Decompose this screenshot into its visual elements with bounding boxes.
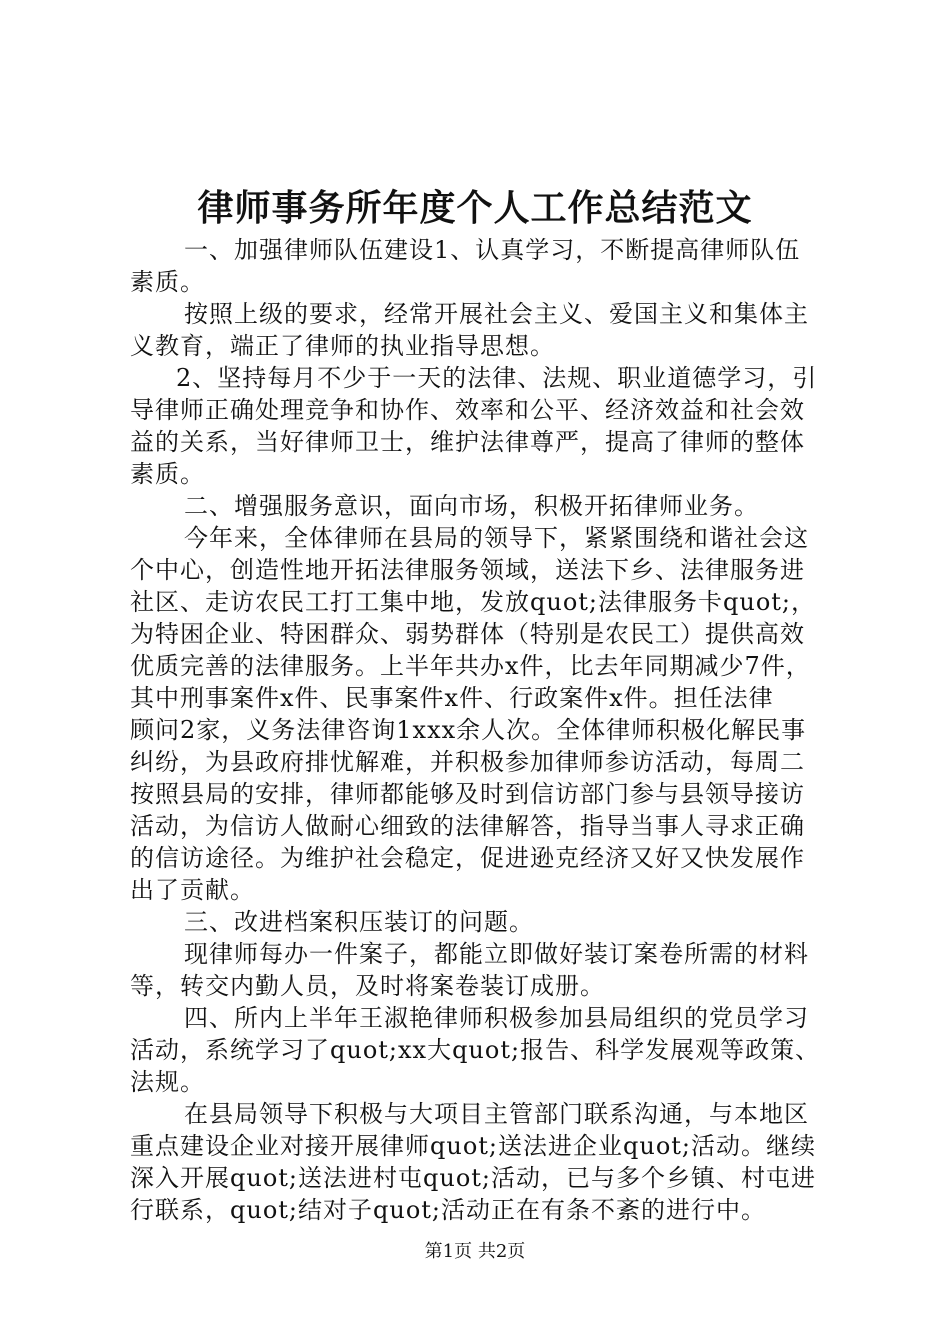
text-line: 重点建设企业对接开展律师quot;送法进企业quot;活动。继续 xyxy=(130,1132,816,1160)
text-line: 活动，为信访人做耐心细致的法律解答，指导当事人寻求正确 xyxy=(130,812,805,840)
text-line: 出了贡献。 xyxy=(130,876,255,904)
text-line: 一、加强律师队伍建设1、认真学习，不断提高律师队伍 xyxy=(184,236,801,264)
text-line: 优质完善的法律服务。上半年共办x件，比去年同期减少7件， xyxy=(130,652,811,680)
document-body xyxy=(130,234,830,1226)
page-number: 第1页 共2页 xyxy=(424,1241,526,1262)
text-line: 四、所内上半年王淑艳律师积极参加县局组织的党员学习 xyxy=(184,1004,809,1032)
text-line: 二、增强服务意识，面向市场，积极开拓律师业务。 xyxy=(184,492,759,520)
text-line: 素质。 xyxy=(130,460,205,488)
text-line: 为特困企业、特困群众、弱势群体（特别是农民工）提供高效 xyxy=(130,620,805,648)
text-line: 益的关系，当好律师卫士，维护法律尊严，提高了律师的整体 xyxy=(130,428,805,456)
text-line: 纠纷，为县政府排忧解难，并积极参加律师参访活动，每周二 xyxy=(130,748,805,776)
text-line: 个中心，创造性地开拓法律服务领域，送法下乡、法律服务进 xyxy=(130,556,805,584)
text-line: 行联系，quot;结对子quot;活动正在有条不紊的进行中。 xyxy=(130,1196,766,1224)
text-line: 顾问2家，义务法律咨询1xxx余人次。全体律师积极化解民事 xyxy=(130,716,807,744)
text-line: 三、改进档案积压装订的问题。 xyxy=(184,908,534,936)
text-line: 2、坚持每月不少于一天的法律、法规、职业道德学习，引 xyxy=(176,364,818,392)
text-line: 导律师正确处理竞争和协作、效率和公平、经济效益和社会效 xyxy=(130,396,805,424)
text-line: 现律师每办一件案子，都能立即做好装订案卷所需的材料 xyxy=(184,940,809,968)
text-line: 的信访途径。为维护社会稳定，促进逊克经济又好又快发展作 xyxy=(130,844,805,872)
text-line: 在县局领导下积极与大项目主管部门联系沟通，与本地区 xyxy=(184,1100,809,1128)
text-line: 按照上级的要求，经常开展社会主义、爱国主义和集体主 xyxy=(184,300,809,328)
text-line: 活动，系统学习了quot;xx大quot;报告、科学发展观等政策、 xyxy=(130,1036,821,1064)
text-line: 今年来，全体律师在县局的领导下，紧紧围绕和谐社会这 xyxy=(184,524,809,552)
text-line: 其中刑事案件x件、民事案件x件、行政案件x件。担任法律 xyxy=(130,684,774,712)
text-line: 按照县局的安排，律师都能够及时到信访部门参与县领导接访 xyxy=(130,780,805,808)
document-title: 律师事务所年度个人工作总结范文 xyxy=(197,187,753,229)
text-line: 等，转交内勤人员，及时将案卷装订成册。 xyxy=(130,972,605,1000)
text-line: 素质。 xyxy=(130,268,205,296)
text-line: 社区、走访农民工打工集中地，发放quot;法律服务卡quot;， xyxy=(130,588,816,616)
text-line: 法规。 xyxy=(130,1068,205,1096)
text-line: 义教育，端正了律师的执业指导思想。 xyxy=(130,332,555,360)
text-line: 深入开展quot;送法进村屯quot;活动，已与多个乡镇、村屯进 xyxy=(130,1164,816,1192)
